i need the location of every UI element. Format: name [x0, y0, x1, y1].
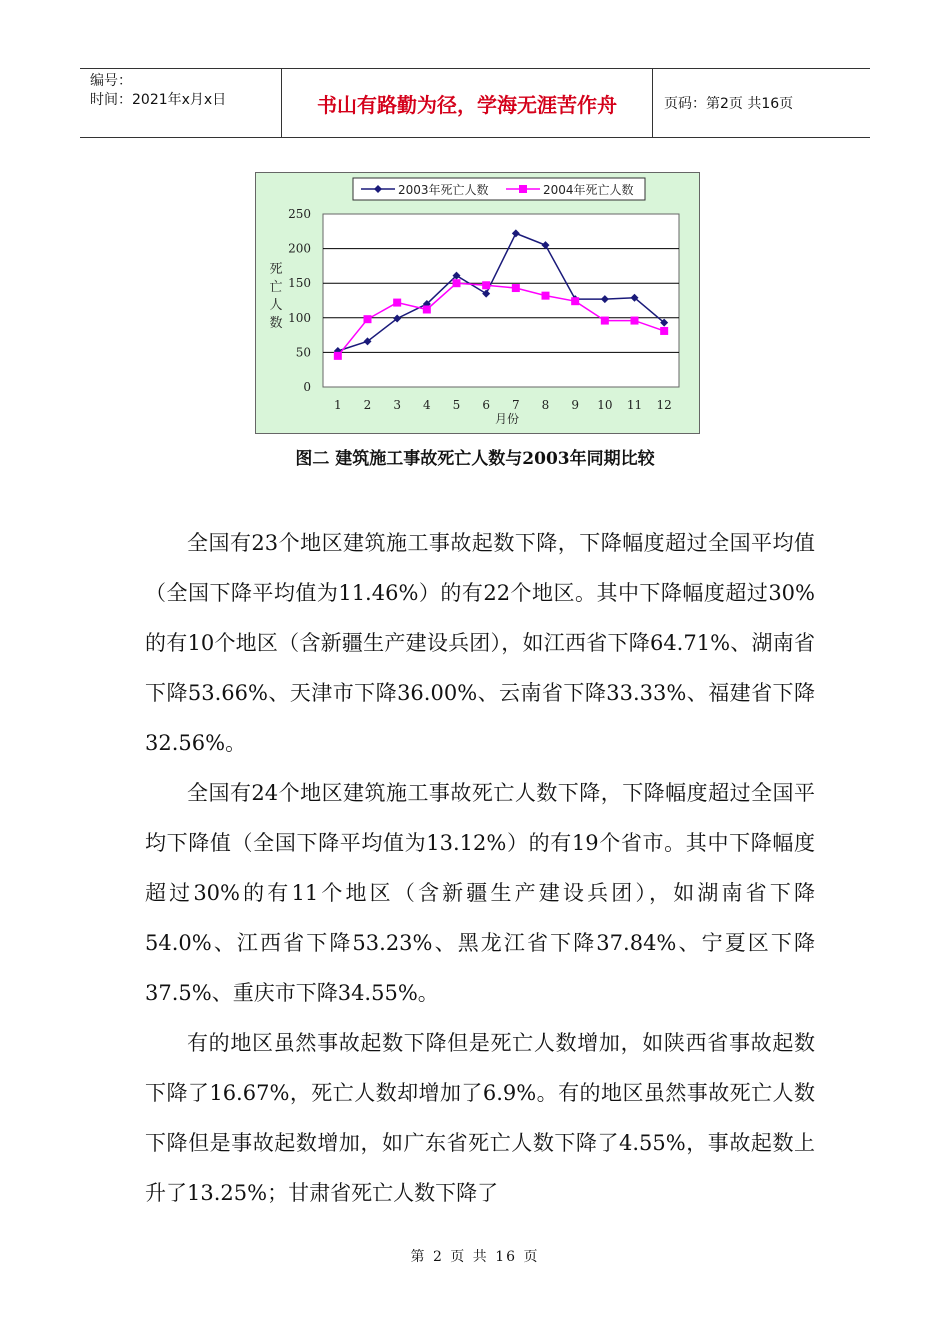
- y-axis-label-char: 人: [269, 298, 283, 313]
- y-tick-label: 100: [288, 310, 311, 325]
- page-header: [80, 68, 870, 138]
- body-text: [145, 518, 815, 1218]
- x-tick-label: 6: [482, 398, 490, 412]
- header-motto: 书山有路勤为径，学海无涯苦作舟: [282, 69, 653, 137]
- time-label: 时间：2021年x月x日: [90, 92, 227, 108]
- x-tick-label: 2: [363, 398, 372, 412]
- header-page-info: 页码：第2页 共16页: [664, 96, 794, 112]
- legend-marker: [519, 185, 527, 193]
- data-point: [512, 284, 520, 292]
- data-point: [423, 305, 431, 313]
- paragraph: 有的地区虽然事故起数下降但是死亡人数增加，如陕西省事故起数下降了16.67%，死亡人数却增加了6.9%。有的地区虽然事故死亡人数下降但是事故起数增加，如广东省死亡人数下降了4.55%，事故起数上升了13.25%；甘肃省死亡人数下降了: [145, 1031, 815, 1205]
- data-point: [334, 352, 342, 360]
- data-point: [571, 297, 579, 305]
- paragraph: 全国有24个地区建筑施工事故死亡人数下降，下降幅度超过全国平均下降值（全国下降平均值为13.12%）的有19个省市。其中下降幅度超过30%的有11个地区（含新疆生产建设兵团），如湖南省下降54.0%、江西省下降53.23%、黑龙江省下降37.84%、宁夏区下降37.5%、重庆市下降34.55%。: [145, 781, 815, 1005]
- y-tick-label: 200: [288, 241, 311, 256]
- legend-label: 2004年死亡人数: [543, 183, 634, 197]
- data-point: [364, 315, 372, 323]
- header-meta: [80, 69, 282, 137]
- data-point: [453, 279, 461, 287]
- chart-svg: [256, 173, 701, 435]
- x-tick-label: 1: [334, 398, 342, 412]
- legend-label: 2003年死亡人数: [398, 183, 489, 197]
- x-tick-label: 11: [626, 398, 643, 412]
- y-tick-label: 50: [295, 345, 311, 360]
- data-point: [482, 281, 490, 289]
- y-axis-label-char: 数: [269, 316, 283, 331]
- x-tick-label: 4: [423, 398, 431, 412]
- x-tick-label: 3: [393, 398, 401, 412]
- code-label: 编号：: [90, 73, 132, 89]
- y-tick-label: 150: [288, 276, 311, 291]
- x-tick-label: 9: [571, 398, 579, 412]
- data-point: [393, 299, 401, 307]
- y-axis-label-char: 死: [269, 262, 283, 277]
- data-point: [601, 317, 609, 325]
- data-point: [660, 327, 668, 335]
- data-point: [542, 292, 550, 300]
- x-axis-label: 月份: [494, 412, 520, 426]
- page-footer: 第 2 页 共 16 页: [410, 1249, 540, 1265]
- line-chart: [255, 172, 700, 434]
- x-tick-label: 12: [656, 398, 672, 412]
- paragraph: 全国有23个地区建筑施工事故起数下降，下降幅度超过全国平均值（全国下降平均值为11.46%）的有22个地区。其中下降幅度超过30%的有10个地区（含新疆生产建设兵团），如江西省下降64.71%、湖南省下降53.66%、天津市下降36.00%、云南省下降33.33%、福建省下降32.56%。: [145, 531, 815, 755]
- figure-caption: 图二 建筑施工事故死亡人数与2003年同期比较: [295, 449, 655, 469]
- data-point: [631, 317, 639, 325]
- x-tick-label: 10: [597, 398, 613, 412]
- x-tick-label: 7: [512, 398, 520, 412]
- x-tick-label: 8: [541, 398, 550, 412]
- x-tick-label: 5: [452, 398, 461, 412]
- y-tick-label: 0: [303, 380, 311, 394]
- y-tick-label: 250: [288, 207, 311, 221]
- plot-area: [323, 214, 679, 387]
- y-axis-label-char: 亡: [269, 280, 283, 295]
